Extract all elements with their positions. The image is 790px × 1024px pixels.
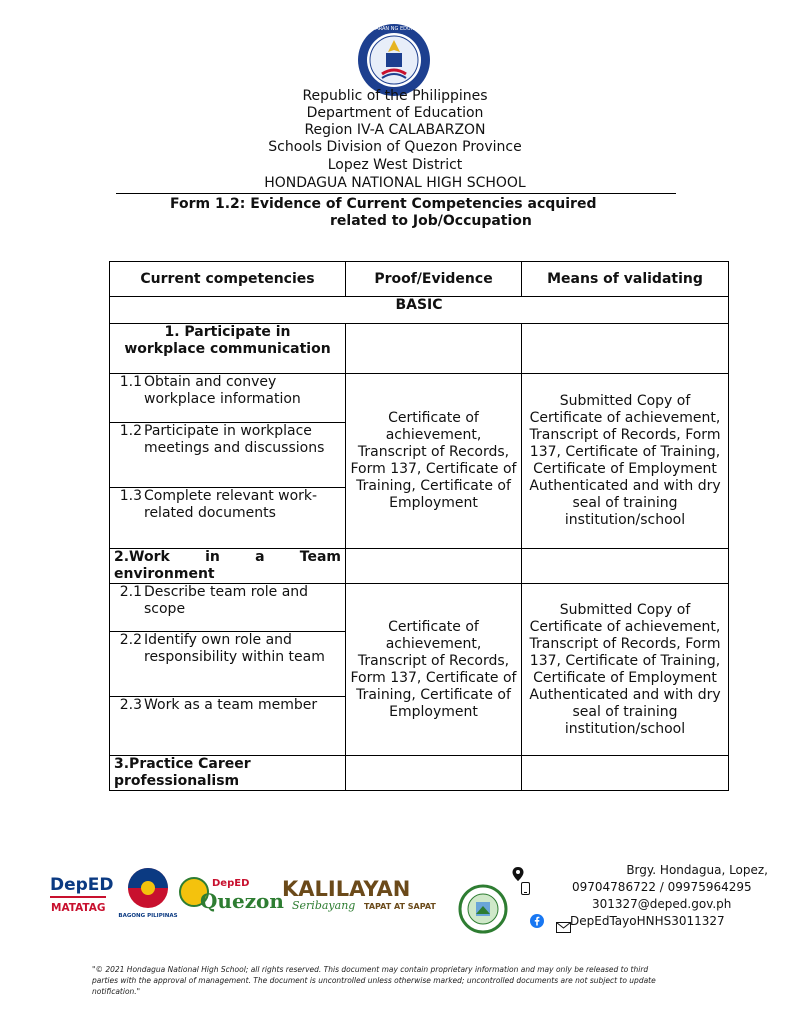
competency-item bbox=[110, 632, 346, 697]
copyright-disclaimer: "© 2021 Hondagua National High School; all rights reserved. This document may contain proprietary information and may only be released to third parties with the approval of management. The document is uncontrolled unless otherwise marked; uncontrolled documents are not subject to update notification." bbox=[92, 965, 656, 996]
table-row bbox=[110, 324, 729, 374]
header-district: Lopez West District bbox=[327, 157, 463, 173]
item-text: Obtain and convey workplace information bbox=[144, 374, 301, 407]
header-department: Department of Education bbox=[306, 105, 484, 121]
facebook-text: DepEdTayoHNHS3011327 bbox=[570, 914, 725, 928]
header-division: Schools Division of Quezon Province bbox=[268, 139, 522, 155]
empty-cell bbox=[522, 324, 729, 374]
header-school: HONDAGUA NATIONAL HIGH SCHOOL bbox=[264, 175, 526, 191]
form-title bbox=[130, 196, 650, 230]
item-text: Identify own role and responsibility within team bbox=[144, 632, 325, 665]
item-number: 1.3 bbox=[119, 488, 142, 504]
kalilayan-logo bbox=[280, 876, 436, 916]
table-row bbox=[110, 549, 729, 584]
item-text: Complete relevant work-related documents bbox=[144, 488, 318, 521]
header-republic: Republic of the Philippines bbox=[302, 88, 488, 104]
email-icon bbox=[556, 918, 571, 929]
email-text: 301327@deped.gov.ph bbox=[592, 897, 732, 911]
seal-text: KAGAWARAN NG EDUKASYON bbox=[357, 26, 431, 32]
table-header-row bbox=[110, 262, 729, 297]
quezon-deped-text: DepED bbox=[212, 878, 250, 889]
item-number: 1.2 bbox=[119, 423, 142, 439]
item-number: 2.2 bbox=[119, 632, 142, 648]
header-means-validating: Means of validating bbox=[522, 262, 729, 297]
competency-item bbox=[110, 423, 346, 488]
empty-cell bbox=[522, 549, 729, 584]
empty-cell bbox=[346, 324, 522, 374]
contact-phone-row bbox=[520, 879, 768, 896]
table-row bbox=[110, 374, 729, 423]
header-rule bbox=[116, 193, 676, 194]
proof-cell: Certificate of achievement, Transcript of Records, Form 137, Certificate of Training, Certificate of Employment bbox=[346, 374, 522, 549]
competency-item bbox=[110, 584, 346, 632]
location-pin-icon bbox=[512, 866, 524, 880]
facebook-icon bbox=[530, 913, 544, 927]
item-text: Participate in workplace meetings and discussions bbox=[144, 423, 325, 456]
section-basic: BASIC bbox=[110, 297, 729, 324]
group-title: 2.Work in a Team environment bbox=[110, 549, 346, 584]
item-text: Work as a team member bbox=[144, 697, 318, 713]
bagong-pilipinas-text: BAGONG PILIPINAS bbox=[118, 913, 178, 919]
item-number: 1.1 bbox=[119, 374, 142, 390]
section-row bbox=[110, 297, 729, 324]
phone-icon bbox=[521, 880, 530, 893]
validating-cell: Submitted Copy of Certificate of achievement, Transcript of Records, Form 137, Certificate of Training, Certificate of Employment Authenticated and with dry seal of training institution/school bbox=[522, 584, 729, 756]
table-row bbox=[110, 584, 729, 632]
empty-cell bbox=[522, 756, 729, 791]
phone-text: 09704786722 / 09975964295 bbox=[572, 880, 752, 894]
group-title: 3.Practice Career professionalism bbox=[110, 756, 346, 791]
competencies-table bbox=[109, 261, 729, 791]
validating-cell: Submitted Copy of Certificate of achievement, Transcript of Records, Form 137, Certificate of Training, Certificate of Employment Authenticated and with dry seal of training institution/school bbox=[522, 374, 729, 549]
competency-item bbox=[110, 374, 346, 423]
kalilayan-sub-text: Seribayang bbox=[292, 899, 356, 912]
proof-cell: Certificate of achievement, Transcript of Records, Form 137, Certificate of Training, Certificate of Employment bbox=[346, 584, 522, 756]
group-title: 1. Participate in workplace communication bbox=[110, 324, 346, 374]
item-number: 2.3 bbox=[119, 697, 142, 713]
form-title-line2: related to Job/Occupation bbox=[330, 213, 532, 229]
contact-address-row bbox=[520, 862, 768, 879]
deped-seal bbox=[356, 22, 432, 98]
deped-logo-text: DepED bbox=[50, 875, 114, 895]
header-current-competencies: Current competencies bbox=[110, 262, 346, 297]
deped-matatag-logo bbox=[48, 866, 114, 920]
form-title-line1: Form 1.2: Evidence of Current Competencies acquired bbox=[170, 196, 597, 212]
item-text: Describe team role and scope bbox=[144, 584, 309, 617]
address-text: Brgy. Hondagua, Lopez, bbox=[626, 863, 768, 877]
empty-cell bbox=[346, 756, 522, 791]
header-proof-evidence: Proof/Evidence bbox=[346, 262, 522, 297]
contact-email-row bbox=[520, 896, 768, 913]
header-region: Region IV-A CALABARZON bbox=[304, 122, 486, 138]
competency-item bbox=[110, 697, 346, 756]
item-number: 2.1 bbox=[119, 584, 142, 600]
school-seal-logo bbox=[458, 884, 508, 934]
quezon-text: Quezon bbox=[200, 889, 284, 913]
empty-cell bbox=[346, 549, 522, 584]
bagong-pilipinas-logo bbox=[120, 866, 176, 920]
kalilayan-tag-text: TAPAT AT SAPAT bbox=[364, 902, 436, 911]
table-row bbox=[110, 756, 729, 791]
competency-item bbox=[110, 488, 346, 549]
kalilayan-text: KALILAYAN bbox=[282, 877, 411, 901]
matatag-text: MATATAG bbox=[51, 902, 106, 914]
deped-quezon-logo bbox=[178, 866, 284, 916]
